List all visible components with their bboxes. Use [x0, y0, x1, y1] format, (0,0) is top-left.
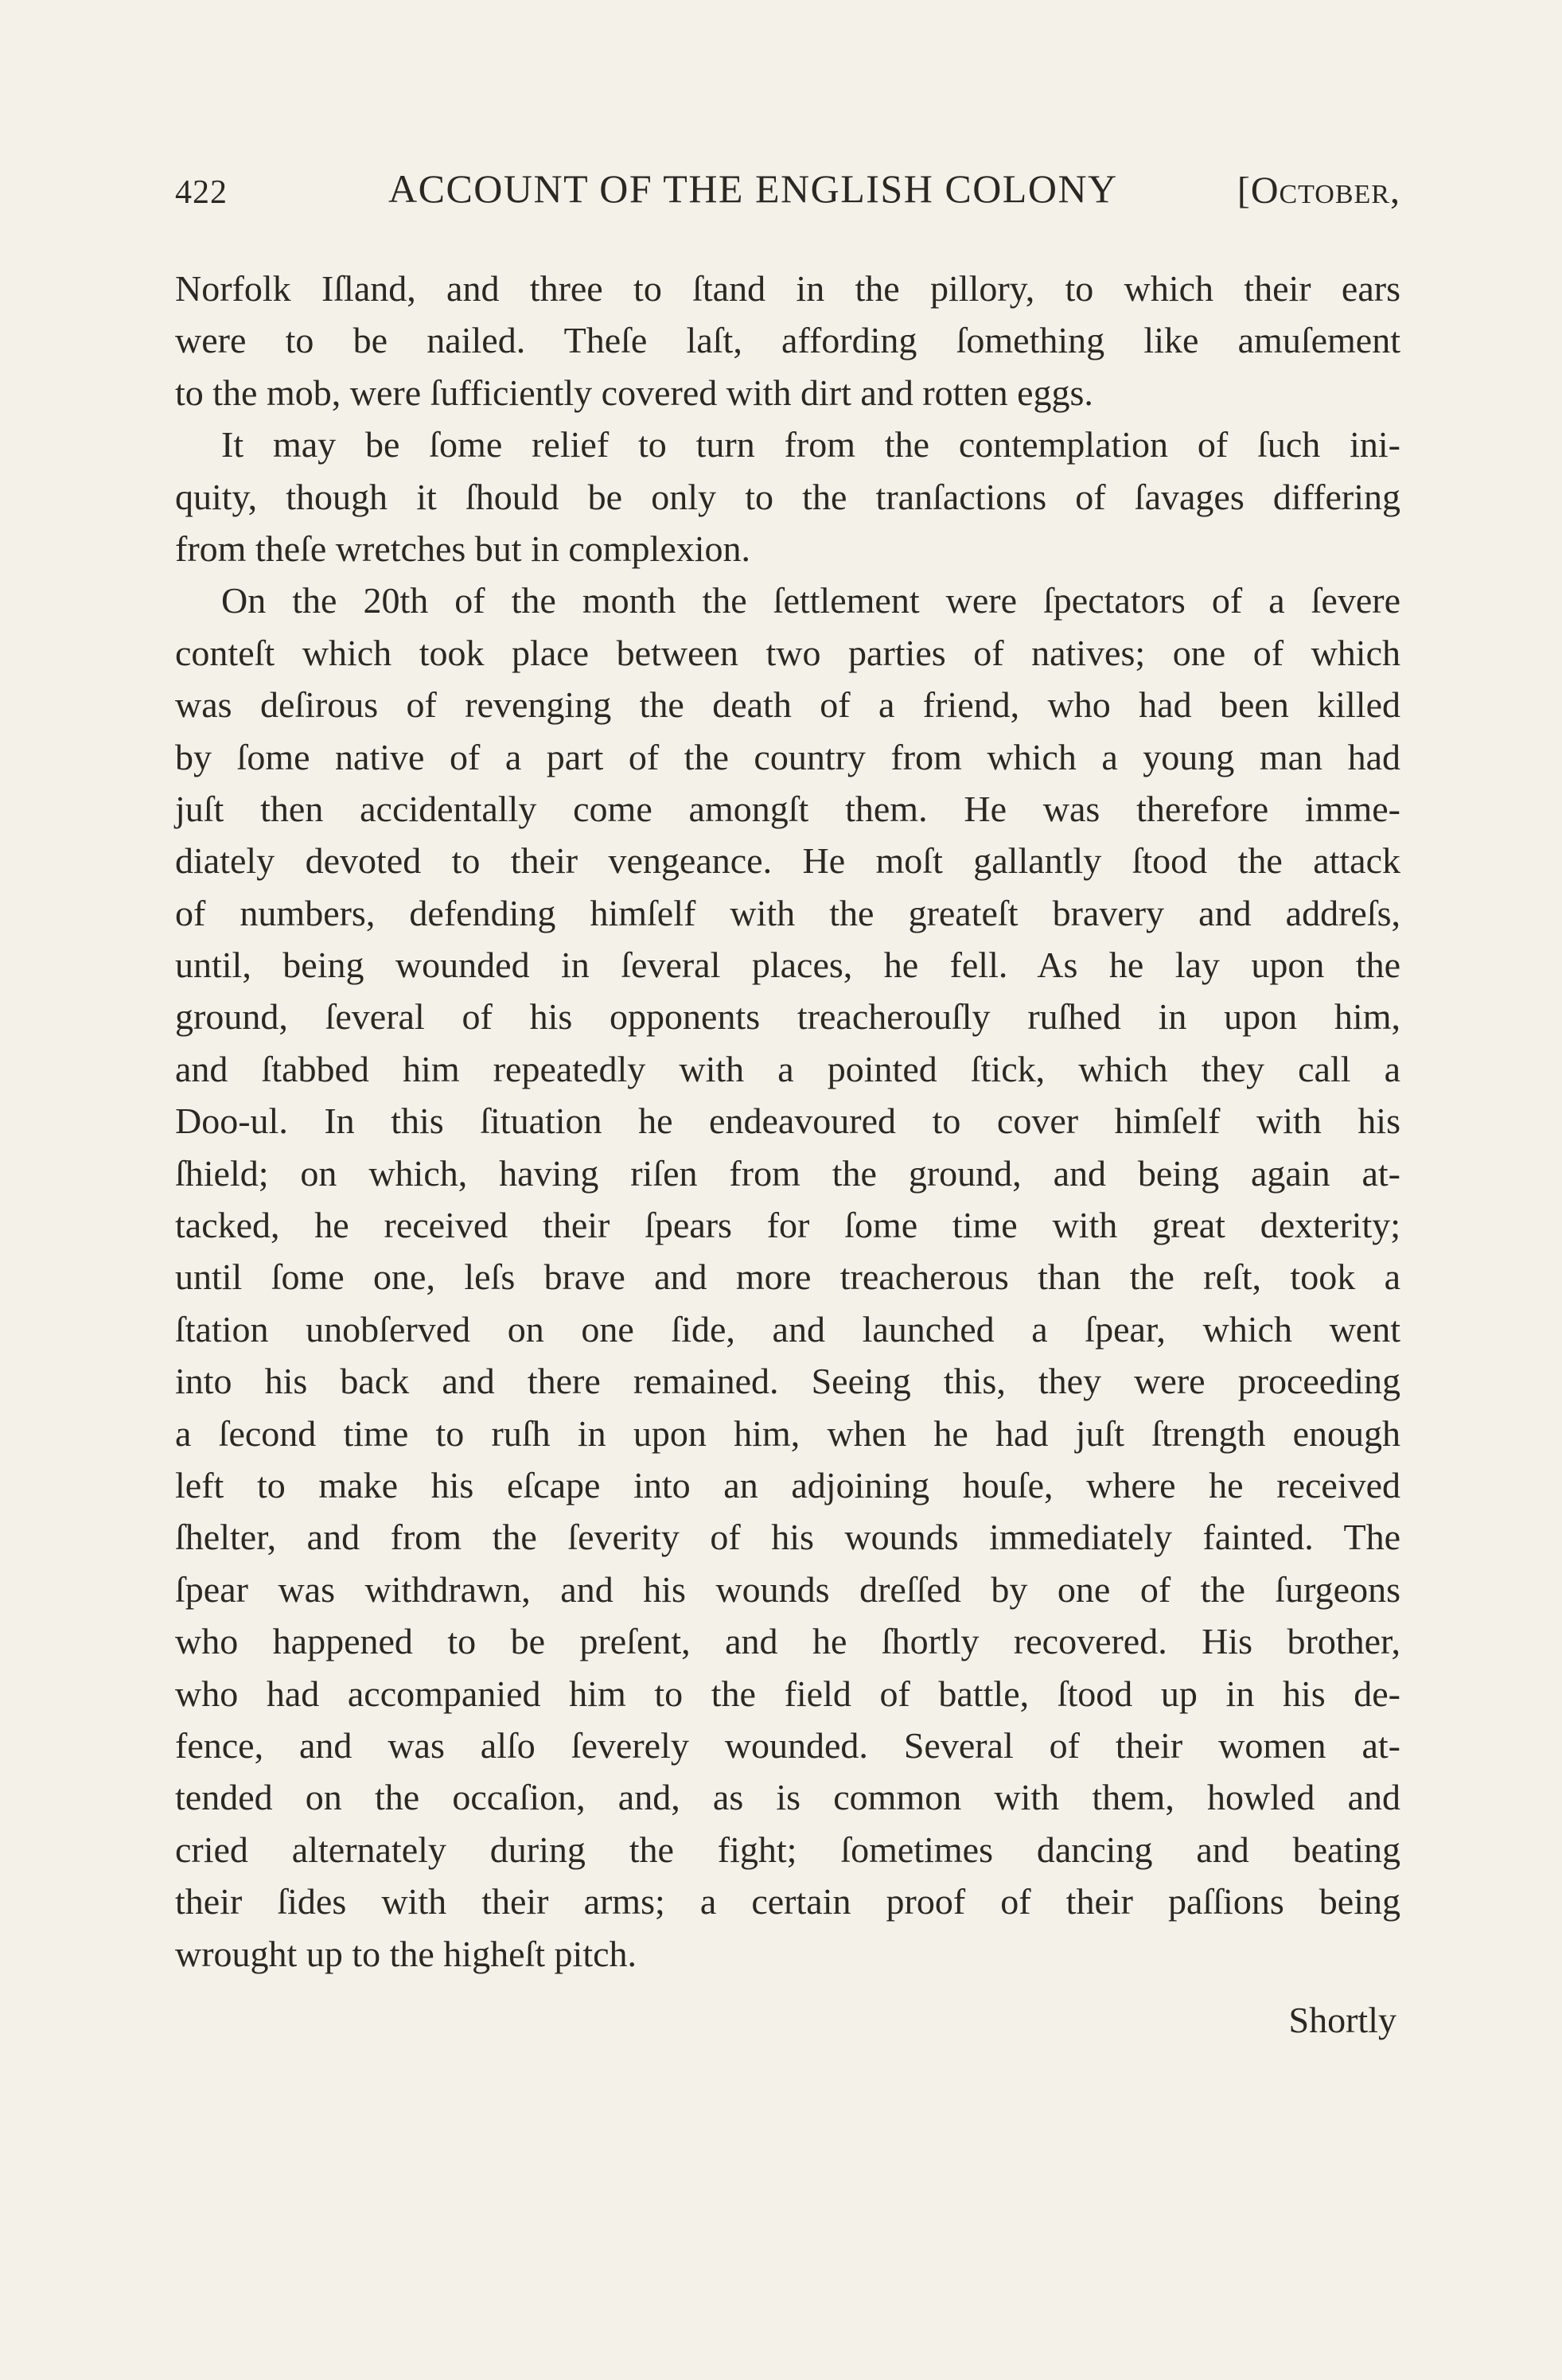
text-line: a ſecond time to ruſh in upon him, when he had juſt ſtrength enough — [175, 1412, 1400, 1454]
text-line: cried alternately during the fight; ſometimes dancing and beating — [175, 1829, 1400, 1870]
running-head: ACCOUNT OF THE ENGLISH COLONY — [388, 166, 1118, 211]
text-line: by ſome native of a part of the country from which a young man had — [175, 736, 1400, 777]
text-line: until, being wounded in ſeveral places, he fell. As he lay upon the — [175, 945, 1400, 986]
page-header — [175, 166, 1400, 221]
text-line: of numbers, defending himſelf with the greateſt bravery and addreſs, — [175, 892, 1400, 933]
text-line: left to make his eſcape into an adjoining houſe, where he received — [175, 1464, 1400, 1506]
text-line: On the 20th of the month the ſettlement were ſpectators of a ſevere — [221, 580, 1400, 621]
catchword: Shortly — [1288, 2000, 1396, 2040]
text-line: Doo-ul. In this ſituation he endeavoured to cover himſelf with his — [175, 1100, 1400, 1142]
text-line: diately devoted to their vengeance. He moſt gallantly ſtood the attack — [175, 840, 1400, 882]
text-line: was deſirous of revenging the death of a friend, who had been killed — [175, 684, 1400, 726]
text-line: were to be nailed. Theſe laſt, affording ſomething like amuſement — [175, 320, 1400, 361]
body-text — [175, 263, 1400, 1980]
text-line: ſtation unobſerved on one ſide, and launched a ſpear, which went — [175, 1308, 1400, 1350]
text-line: ſhelter, and from the ſeverity of his wounds immediately fainted. The — [175, 1517, 1400, 1558]
text-line: who had accompanied him to the field of battle, ſtood up in his de- — [175, 1673, 1400, 1714]
text-line: ſpear was withdrawn, and his wounds dreſſed by one of the ſurgeons — [175, 1568, 1400, 1610]
text-line: until ſome one, leſs brave and more treacherous than the reſt, took a — [175, 1256, 1400, 1298]
text-line: tacked, he received their ſpears for ſome time with great dexterity; — [175, 1205, 1400, 1246]
text-line: into his back and there remained. Seeing this, they were proceeding — [175, 1361, 1400, 1402]
text-line: their ſides with their arms; a certain proof of their paſſions being — [175, 1881, 1400, 1922]
section-mark: [October, — [1237, 169, 1400, 212]
text-line: It may be ſome relief to turn from the contemplation of ſuch ini- — [221, 424, 1400, 465]
text-line: ſhield; on which, having riſen from the ground, and being again at- — [175, 1152, 1400, 1194]
text-line: juſt then accidentally come amongſt them. He was therefore imme- — [175, 788, 1400, 829]
text-line: fence, and was alſo ſeverely wounded. Several of their women at- — [175, 1724, 1400, 1766]
text-line: tended on the occaſion, and, as is common with them, howled and — [175, 1777, 1400, 1818]
text-line: wrought up to the higheſt pitch. — [175, 1933, 637, 1974]
page-number: 422 — [175, 174, 228, 211]
text-line: to the mob, were ſufficiently covered with dirt and rotten eggs. — [175, 372, 1093, 413]
text-line: from theſe wretches but in complexion. — [175, 528, 751, 569]
text-line: Norfolk Iſland, and three to ſtand in the pillory, to which their ears — [175, 268, 1400, 309]
text-line: quity, though it ſhould be only to the tranſactions of ſavages differing — [175, 476, 1400, 517]
text-line: who happened to be preſent, and he ſhortly recovered. His brother, — [175, 1621, 1400, 1662]
text-line: ground, ſeveral of his opponents treacherouſly ruſhed in upon him, — [175, 996, 1400, 1038]
text-line: and ſtabbed him repeatedly with a pointed ſtick, which they call a — [175, 1048, 1400, 1089]
text-line: conteſt which took place between two parties of natives; one of which — [175, 632, 1400, 673]
